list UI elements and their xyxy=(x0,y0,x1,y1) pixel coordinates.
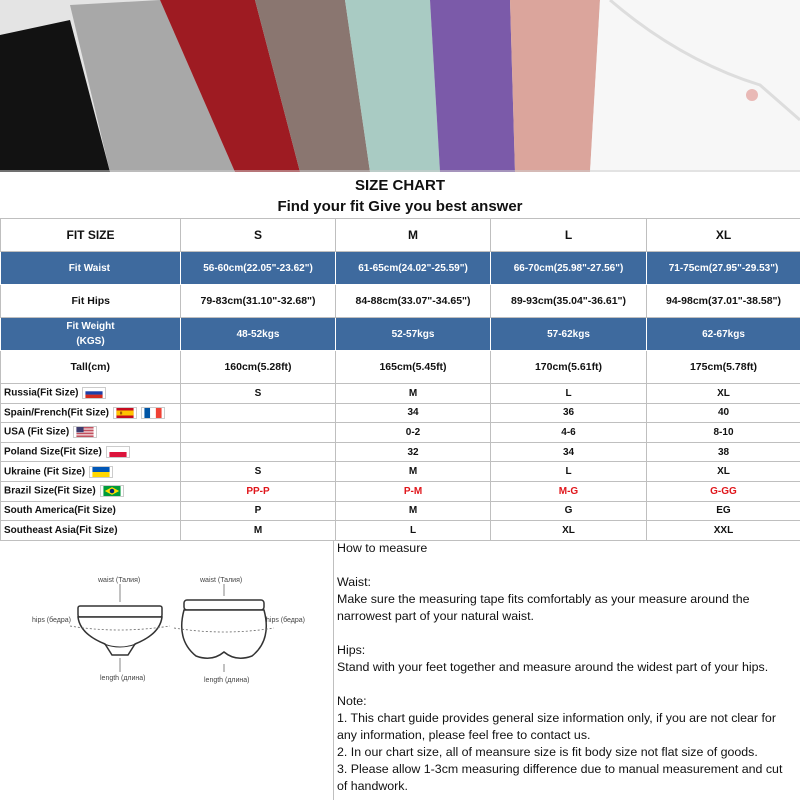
spacer xyxy=(337,625,800,642)
table-cell: L xyxy=(491,462,647,482)
table-row-brazil xyxy=(1,481,800,501)
table-cell: 57-62kgs xyxy=(491,318,647,351)
ukraine-flag-icon xyxy=(89,466,113,478)
table-cell: EG xyxy=(647,501,800,521)
table-cell: M xyxy=(336,462,491,482)
table-cell: XXL xyxy=(647,521,800,541)
row-label-line: Fit Weight xyxy=(66,321,115,332)
table-cell: P xyxy=(181,501,336,521)
table-cell: 89-93cm(35.04"-36.61") xyxy=(491,285,647,318)
waist-instruction: Make sure the measuring tape fits comfortably as your measure around the xyxy=(337,592,750,606)
row-label xyxy=(1,481,181,501)
table-cell: M-G xyxy=(491,481,647,501)
hips-heading: Hips: xyxy=(337,643,366,657)
column-header: XL xyxy=(647,219,800,252)
column-header: FIT SIZE xyxy=(1,219,181,252)
table-cell: M xyxy=(181,521,336,541)
poland-flag-icon xyxy=(106,446,130,458)
table-cell: XL xyxy=(491,521,647,541)
table-row-southeast-asia xyxy=(1,521,800,541)
spain-flag-icon xyxy=(113,407,137,419)
note-heading: Note: xyxy=(337,694,367,708)
table-cell: 4-6 xyxy=(491,423,647,443)
row-label xyxy=(1,403,181,423)
measure-instructions xyxy=(337,540,800,795)
row-label: Tall(cm) xyxy=(1,351,181,384)
row-label-unit: (KGS) xyxy=(76,336,105,347)
row-label-text: Poland Size(Fit Size) xyxy=(4,446,102,458)
brief-front-drawing xyxy=(70,584,170,672)
table-cell: 48-52kgs xyxy=(181,318,336,351)
table-cell: 94-98cm(37.01"-38.58") xyxy=(647,285,800,318)
row-label-text: Brazil Size(Fit Size) xyxy=(4,485,96,497)
spacer xyxy=(337,676,800,693)
table-cell xyxy=(181,403,336,423)
table-cell: 170cm(5.61ft) xyxy=(491,351,647,384)
row-label-text: Ukraine (Fit Size) xyxy=(4,466,86,478)
table-row-weight xyxy=(1,318,800,351)
table-cell: P-M xyxy=(336,481,491,501)
table-cell: 61-65cm(24.02"-25.59") xyxy=(336,252,491,285)
table-row-ukraine xyxy=(1,462,800,482)
usa-flag-icon xyxy=(73,426,97,438)
table-cell: L xyxy=(491,384,647,404)
note-item: of handwork. xyxy=(337,779,408,793)
table-cell: 79-83cm(31.10"-32.68") xyxy=(181,285,336,318)
table-cell xyxy=(181,442,336,462)
table-cell: 84-88cm(33.07"-34.65") xyxy=(336,285,491,318)
note-item: 2. In our chart size, all of meansure size is fit body size not flat size of goods. xyxy=(337,745,758,759)
table-cell: 38 xyxy=(647,442,800,462)
hips-instruction: Stand with your feet together and measure around the widest part of your hips. xyxy=(337,660,769,674)
france-flag-icon xyxy=(141,407,165,419)
table-cell xyxy=(181,423,336,443)
product-photo xyxy=(0,0,800,172)
table-cell: 175cm(5.78ft) xyxy=(647,351,800,384)
table-cell: S xyxy=(181,384,336,404)
table-cell: M xyxy=(336,384,491,404)
table-cell: 8-10 xyxy=(647,423,800,443)
table-row-russia xyxy=(1,384,800,404)
row-label xyxy=(1,442,181,462)
table-cell: 52-57kgs xyxy=(336,318,491,351)
chart-header xyxy=(0,172,800,218)
measure-section xyxy=(0,540,800,800)
column-header: L xyxy=(491,219,647,252)
page-subtitle: Find your fit Give you best answer xyxy=(277,198,523,215)
table-cell: M xyxy=(336,501,491,521)
table-header-row xyxy=(1,219,800,252)
table-cell: G xyxy=(491,501,647,521)
table-row-usa xyxy=(1,423,800,443)
measurement-diagram xyxy=(0,540,334,800)
note-item: any information, please feel free to contact us. xyxy=(337,728,591,742)
row-label: Fit Hips xyxy=(1,285,181,318)
waist-instruction: narrowest part of your natural waist. xyxy=(337,609,534,623)
table-cell: 66-70cm(25.98"-27.56") xyxy=(491,252,647,285)
row-label xyxy=(1,318,181,351)
measure-title: How to measure xyxy=(337,541,428,555)
waist-label: waist (Талия) xyxy=(200,577,243,584)
waist-heading: Waist: xyxy=(337,575,371,589)
length-label: length (длина) xyxy=(204,677,250,684)
fabric-swatches-image xyxy=(0,0,800,172)
table-cell: 62-67kgs xyxy=(647,318,800,351)
table-cell: XL xyxy=(647,462,800,482)
table-cell: L xyxy=(336,521,491,541)
table-cell: 71-75cm(27.95"-29.53") xyxy=(647,252,800,285)
hips-label: hips (бедра) xyxy=(266,617,305,624)
table-cell: 56-60cm(22.05"-23.62") xyxy=(181,252,336,285)
length-label: length (длина) xyxy=(100,675,146,682)
table-row-south-america xyxy=(1,501,800,521)
table-cell: 165cm(5.45ft) xyxy=(336,351,491,384)
row-label-text: Spain/French(Fit Size) xyxy=(4,407,110,419)
table-cell: G-GG xyxy=(647,481,800,501)
table-cell: PP-P xyxy=(181,481,336,501)
brief-back-drawing xyxy=(174,584,274,672)
row-label-text: Russia(Fit Size) xyxy=(4,387,79,399)
row-label-text: USA (Fit Size) xyxy=(4,427,70,439)
table-cell: XL xyxy=(647,384,800,404)
table-cell: 160cm(5.28ft) xyxy=(181,351,336,384)
table-cell: 0-2 xyxy=(336,423,491,443)
table-row-poland xyxy=(1,442,800,462)
table-cell: S xyxy=(181,462,336,482)
waist-label: waist (Талия) xyxy=(98,577,141,584)
row-label: South America(Fit Size) xyxy=(1,501,181,521)
table-cell: 36 xyxy=(491,403,647,423)
note-item: 1. This chart guide provides general size information only, if you are not clear for xyxy=(337,711,776,725)
table-cell: 40 xyxy=(647,403,800,423)
brazil-flag-icon xyxy=(100,485,124,497)
row-label xyxy=(1,384,181,404)
russia-flag-icon xyxy=(82,387,106,399)
row-label xyxy=(1,423,181,443)
table-row-waist xyxy=(1,252,800,285)
row-label xyxy=(1,462,181,482)
column-header: S xyxy=(181,219,336,252)
row-label: Southeast Asia(Fit Size) xyxy=(1,521,181,541)
table-row-tall xyxy=(1,351,800,384)
row-label: Fit Waist xyxy=(1,252,181,285)
column-header: M xyxy=(336,219,491,252)
table-cell: 32 xyxy=(336,442,491,462)
size-table xyxy=(0,218,800,541)
spacer xyxy=(337,557,800,574)
table-row-hips xyxy=(1,285,800,318)
page-title: SIZE CHART xyxy=(355,177,445,194)
underwear-diagram-illustration xyxy=(0,540,334,800)
hips-label: hips (бедра) xyxy=(32,617,71,624)
table-cell: 34 xyxy=(336,403,491,423)
table-row-spain-france xyxy=(1,403,800,423)
table-cell: 34 xyxy=(491,442,647,462)
note-item: 3. Please allow 1-3cm measuring difference due to manual measurement and cut xyxy=(337,762,783,776)
